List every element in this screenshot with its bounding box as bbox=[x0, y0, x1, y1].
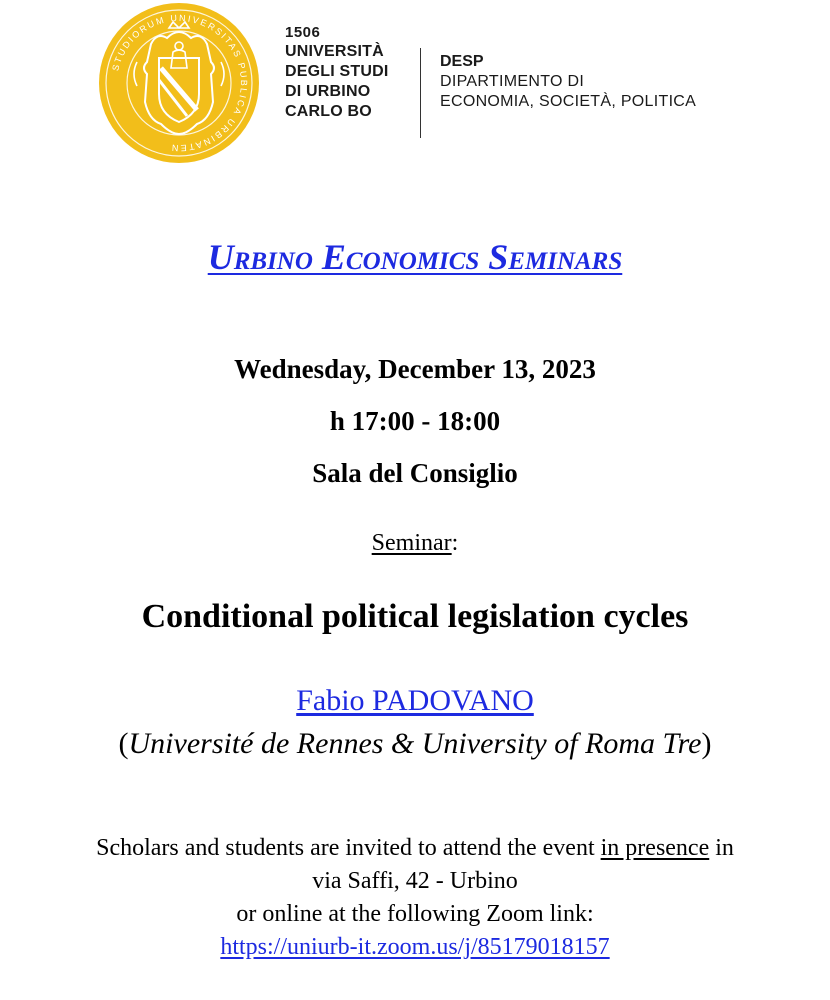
department-name-line: ECONOMIA, SOCIETÀ, POLITICA bbox=[440, 93, 697, 110]
speaker bbox=[0, 683, 830, 719]
seminar-label bbox=[0, 527, 830, 559]
founding-year: 1506 bbox=[285, 24, 321, 41]
invitation-link-line bbox=[0, 931, 830, 964]
talk-title: Conditional political legislation cycles bbox=[141, 598, 689, 635]
event-room: Sala del Consiglio bbox=[312, 458, 518, 488]
department-name-line: DIPARTIMENTO DI bbox=[440, 73, 585, 90]
zoom-link[interactable]: https://uniurb-it.zoom.us/j/85179018157 bbox=[220, 934, 610, 960]
university-seal-logo bbox=[97, 2, 261, 164]
department-name bbox=[440, 52, 696, 112]
event-time: h 17:00 - 18:00 bbox=[329, 406, 501, 436]
invitation-address: via Saffi, 42 - Urbino bbox=[312, 868, 518, 894]
invitation-emphasis: in presence bbox=[600, 835, 710, 861]
university-name-line: DEGLI STUDI bbox=[285, 63, 389, 80]
university-name-line: UNIVERSITÀ bbox=[285, 43, 384, 60]
university-name-line: DI URBINO bbox=[285, 83, 371, 100]
seminar-series-title[interactable]: Urbino Economics Seminars bbox=[207, 237, 623, 277]
invitation-online-text: or online at the following Zoom link: bbox=[236, 901, 594, 927]
invitation-text-after: in bbox=[709, 835, 734, 861]
speaker-affiliation bbox=[0, 726, 830, 762]
seal-lettering: STUDIORUM UNIVERSITAS PUBLICA URBINATEN bbox=[110, 12, 250, 154]
affiliation-open-paren: ( bbox=[118, 727, 129, 760]
affiliation-close-paren: ) bbox=[701, 727, 712, 760]
speaker-link[interactable]: Fabio PADOVANO bbox=[296, 684, 534, 717]
header bbox=[0, 0, 830, 180]
university-name-line: CARLO BO bbox=[285, 103, 372, 120]
invitation-line-1 bbox=[0, 832, 830, 865]
university-name bbox=[285, 24, 389, 122]
seminar-label-text: Seminar bbox=[371, 530, 452, 556]
invitation bbox=[0, 832, 830, 964]
header-divider bbox=[420, 48, 421, 138]
event-date: Wednesday, December 13, 2023 bbox=[234, 354, 596, 384]
seminar-label-colon: : bbox=[451, 530, 459, 556]
affiliation-text: Université de Rennes & University of Roma Tre bbox=[128, 727, 702, 760]
department-code: DESP bbox=[440, 53, 484, 70]
invitation-text-before: Scholars and students are invited to attend the event bbox=[96, 835, 601, 861]
